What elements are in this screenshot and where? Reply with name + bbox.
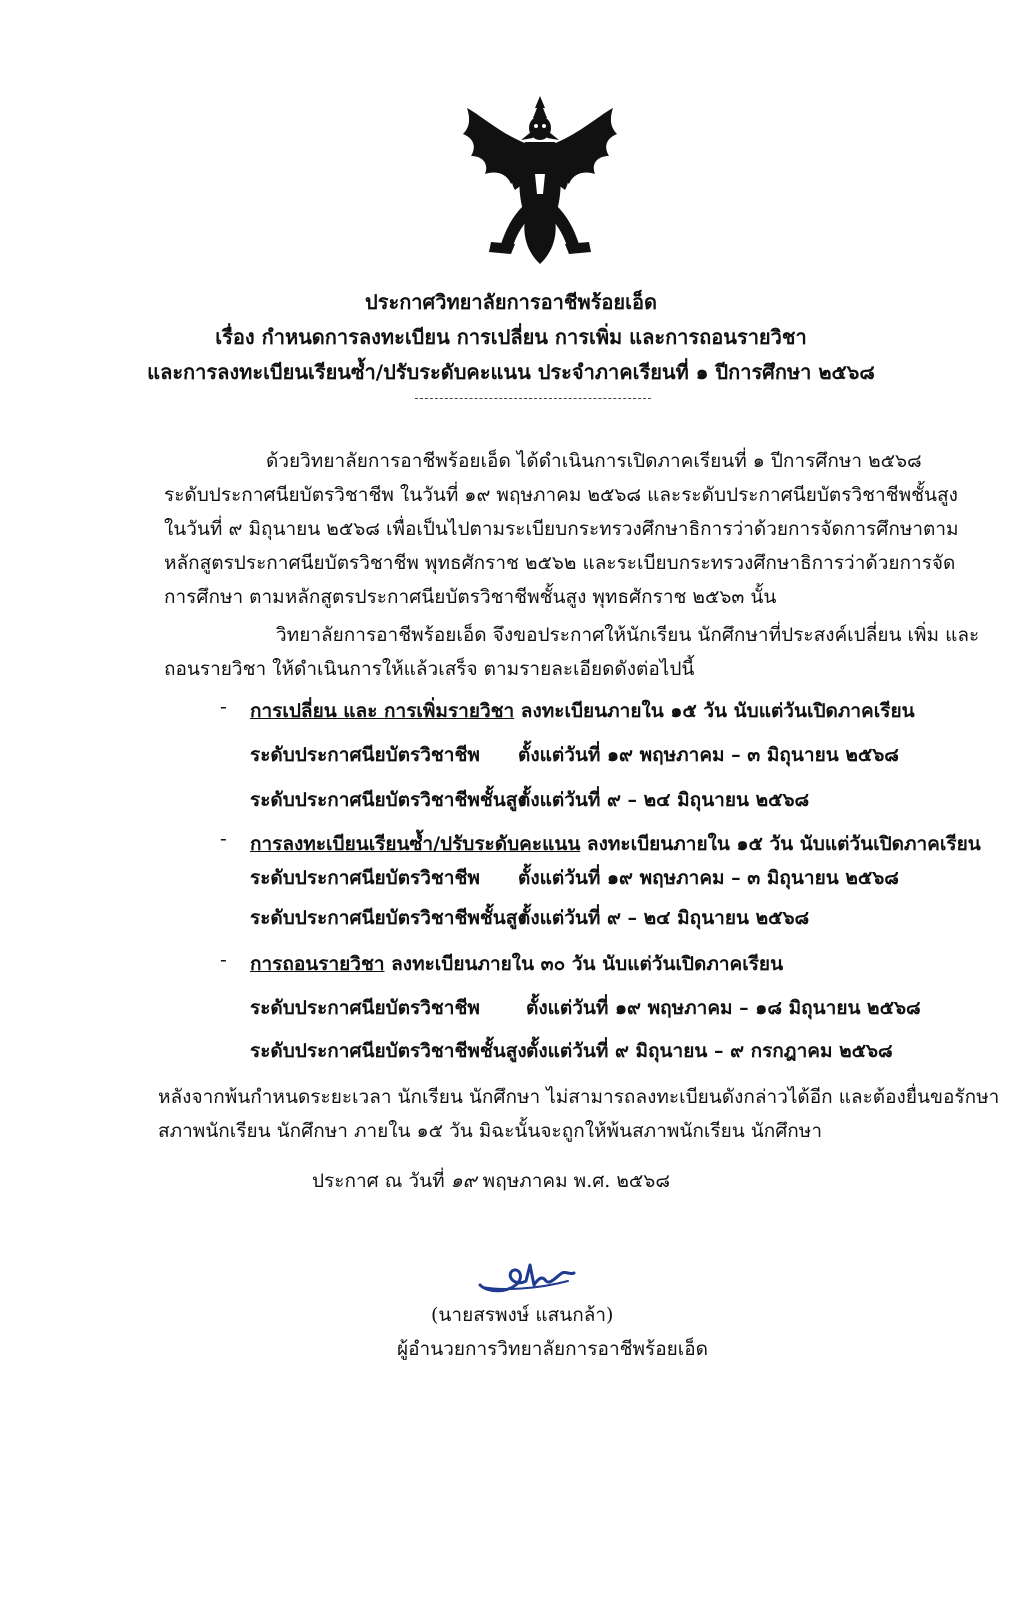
date-prefix: ประกาศ ณ วันที่ (312, 1170, 451, 1192)
closing-line: หลังจากพ้นกำหนดระยะเวลา นักเรียน นักศึกษา ไม่สามารถลงทะเบียนดังกล่าวได้อีก และต้องยื่นขอรักษา (158, 1086, 1000, 1108)
announcement-title: ประกาศวิทยาลัยการอาชีพร้อยเอ็ด (365, 290, 657, 314)
bullet-dash: - (220, 694, 227, 718)
section-heading (250, 829, 981, 859)
announcement-date (312, 1166, 670, 1196)
bullet-dash: - (220, 826, 227, 850)
intro-line: การศึกษา ตามหลักสูตรประกาศนียบัตรวิชาชีพชั้นสูง พุทธศักราช ๒๕๖๓ นั้น (164, 586, 777, 608)
subject-line-1: เรื่อง กำหนดการลงทะเบียน การเปลี่ยน การเพิ่ม และการถอนรายวิชา (215, 325, 807, 349)
closing-line: สภาพนักเรียน นักศึกษา ภายใน ๑๕ วัน มิฉะนั้นจะถูกให้พ้นสภาพนักเรียน นักศึกษา (158, 1120, 822, 1142)
date-range: ตั้งแต่วันที่ ๙ – ๒๔ มิถุนายน ๒๕๖๘ (518, 907, 810, 929)
section-title: การลงทะเบียนเรียนซ้ำ/ปรับระดับคะแนน (250, 833, 581, 855)
date-day: ๑๙ (450, 1170, 477, 1192)
announce-line: วิทยาลัยการอาชีพร้อยเอ็ด จึงขอประกาศให้นักเรียน นักศึกษาที่ประสงค์เปลี่ยน เพิ่ม และ (276, 624, 980, 646)
signatory-name: (นายสรพงษ์ แสนกล้า) (431, 1304, 614, 1326)
section-heading (250, 949, 783, 979)
subject-line-2: และการลงทะเบียนเรียนซ้ำ/ปรับระดับคะแนน ประจำภาคเรียนที่ ๑ ปีการศึกษา ๒๕๖๘ (147, 360, 875, 384)
garuda-emblem-icon (461, 94, 619, 266)
announce-line: ถอนรายวิชา ให้ดำเนินการให้แล้วเสร็จ ตามรายละเอียดดังต่อไปนี้ (164, 658, 695, 680)
bullet-dash: - (220, 947, 227, 971)
level-label: ระดับประกาศนียบัตรวิชาชีพ (250, 744, 480, 766)
announce-paragraph (164, 618, 980, 686)
intro-line: หลักสูตรประกาศนียบัตรวิชาชีพ พุทธศักราช ๒๕๖๒ และระเบียบกระทรวงศึกษาธิการว่าด้วยการจัด (164, 552, 956, 574)
section-title: การถอนรายวิชา (250, 953, 385, 975)
intro-line: ระดับประกาศนียบัตรวิชาชีพ ในวันที่ ๑๙ พฤษภาคม ๒๕๖๘ และระดับประกาศนียบัตรวิชาชีพชั้นสูง (164, 484, 958, 506)
level-label: ระดับประกาศนียบัตรวิชาชีพชั้นสูง (250, 1040, 527, 1062)
level-label: ระดับประกาศนียบัตรวิชาชีพ (250, 867, 480, 889)
date-suffix: พฤษภาคม พ.ศ. ๒๕๖๘ (476, 1170, 671, 1192)
level-label: ระดับประกาศนียบัตรวิชาชีพชั้นสูง (250, 789, 527, 811)
date-range: ตั้งแต่วันที่ ๑๙ พฤษภาคม – ๓ มิถุนายน ๒๕๖๘ (518, 867, 899, 889)
intro-line: ด้วยวิทยาลัยการอาชีพร้อยเอ็ด ได้ดำเนินการเปิดภาคเรียนที่ ๑ ปีการศึกษา ๒๕๖๘ (266, 450, 922, 472)
section-deadline: ลงทะเบียนภายใน ๓๐ วัน นับแต่วันเปิดภาคเรียน (384, 953, 784, 975)
handwritten-signature-icon (478, 1255, 578, 1299)
section-heading (250, 696, 915, 726)
intro-paragraph (164, 444, 959, 614)
date-range: ตั้งแต่วันที่ ๑๙ พฤษภาคม – ๑๘ มิถุนายน ๒๕๖๘ (526, 997, 921, 1019)
section-deadline: ลงทะเบียนภายใน ๑๕ วัน นับแต่วันเปิดภาคเรียน (514, 700, 915, 722)
intro-line: ในวันที่ ๙ มิถุนายน ๒๕๖๘ เพื่อเป็นไปตามระเบียบกระทรวงศึกษาธิการว่าด้วยการจัดการศึกษาตาม (164, 518, 959, 540)
level-label: ระดับประกาศนียบัตรวิชาชีพชั้นสูง (250, 907, 527, 929)
title-divider (415, 398, 651, 399)
section-deadline: ลงทะเบียนภายใน ๑๕ วัน นับแต่วันเปิดภาคเรียน (580, 833, 981, 855)
date-range: ตั้งแต่วันที่ ๙ – ๒๔ มิถุนายน ๒๕๖๘ (518, 789, 810, 811)
closing-paragraph (158, 1080, 1000, 1148)
level-label: ระดับประกาศนียบัตรวิชาชีพ (250, 997, 480, 1019)
date-range: ตั้งแต่วันที่ ๑๙ พฤษภาคม – ๓ มิถุนายน ๒๕๖๘ (518, 744, 899, 766)
section-title: การเปลี่ยน และ การเพิ่มรายวิชา (250, 700, 515, 722)
signatory-position: ผู้อำนวยการวิทยาลัยการอาชีพร้อยเอ็ด (397, 1338, 709, 1360)
date-range: ตั้งแต่วันที่ ๙ มิถุนายน – ๙ กรกฎาคม ๒๕๖๘ (526, 1040, 893, 1062)
